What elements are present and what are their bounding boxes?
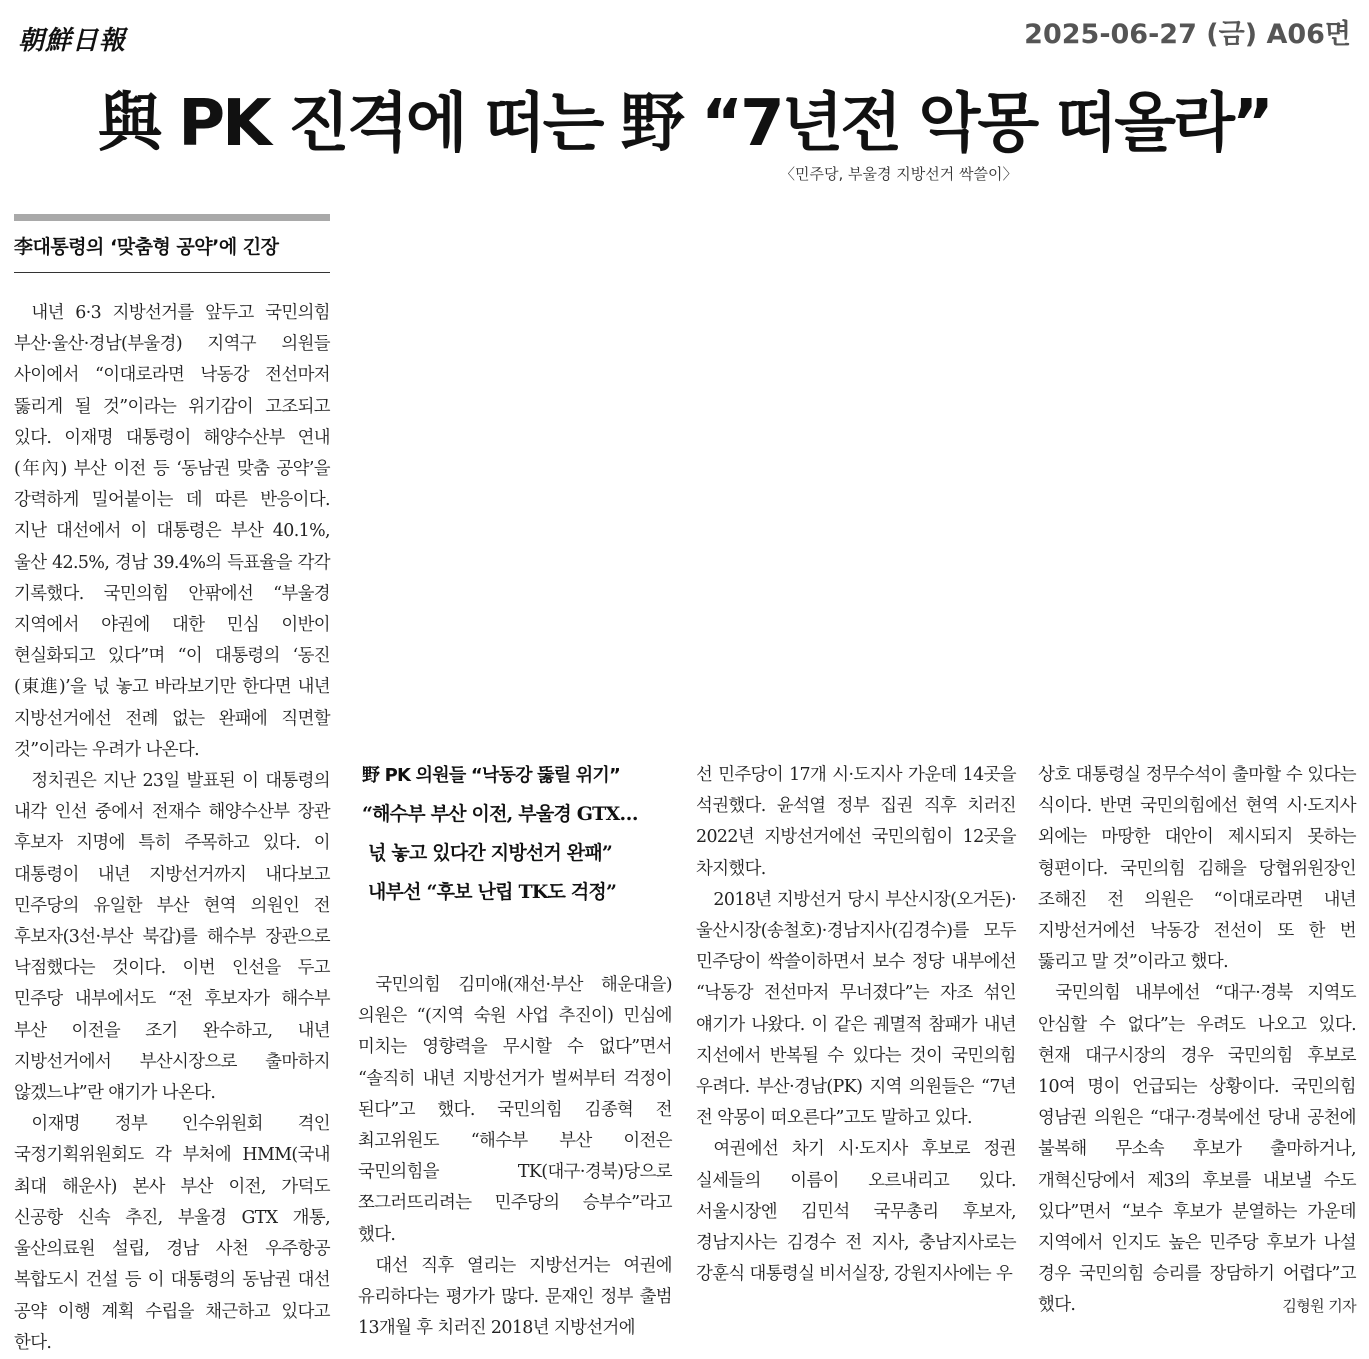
paragraph: 대선 직후 열리는 지방선거는 여권에 유리하다는 평가가 많다. 문재인 정부 출범 13개월 후 치러진 2018년 지방선거에 xyxy=(358,1255,672,1339)
article-column-1 xyxy=(14,298,330,1359)
subheadline-line: 넋 놓고 있다간 지방선거 완패” xyxy=(368,842,613,864)
subheadline: 〈민주당, 부울경 지방선거 싹쓸이〉 xyxy=(780,165,1018,183)
paragraph: 상호 대통령실 정무수석이 출마할 수 있다는 식이다. 반면 국민의힘에선 현역 시·도지사 외에는 마땅한 대안이 제시되지 못하는 형편이다. 국민의힘 김해을 당협위원장인 조해진 전 의원은 “이대로라면 내년 지방선거에선 낙동강 전선이 또 한 번 뚫리고 말 것”이라고 했다. xyxy=(1038,765,1356,973)
article-column-3 xyxy=(696,760,1016,1290)
paragraph: 내년 6·3 지방선거를 앞두고 국민의힘 부산·울산·경남(부울경) 지역구 의원들 사이에서 “이대로라면 낙동강 전선마저 뚫리게 될 것”이라는 위기감이 고조되고 있다. 이재명 대통령이 해양수산부 연내(年內) 부산 이전 등 ‘동남권 맞춤 공약’을 강력하게 밀어붙이는 데 따른 반응이다. 지난 대선에서 이 대통령은 부산 40.1%, 울산 42.5%, 경남 39.4%의 득표율을 각각 기록했다. 국민의힘 안팎에선 “부울경 지역에서 야권에 대한 민심 이반이 현실화되고 있다”며 “이 대통령의 ‘동진(東進)’을 넋 놓고 바라보기만 한다면 내년 지방선거에선 전례 없는 완패에 직면할 것”이라는 우려가 나온다. xyxy=(14,303,330,760)
section-rule xyxy=(14,214,330,221)
subheadline-block xyxy=(362,756,682,912)
paragraph: 선 민주당이 17개 시·도지사 가운데 14곳을 석권했다. 윤석열 정부 집권 직후 치러진 2022년 지방선거에선 국민의힘이 12곳을 차지했다. xyxy=(696,765,1016,879)
paragraph: 이재명 정부 인수위원회 격인 국정기획위원회도 각 부처에 HMM(국내 최대 해운사) 본사 부산 이전, 가덕도 신공항 신속 추진, 부울경 GTX 개통, 울산의료원 설립, 경남 사천 우주항공 복합도시 건설 등 이 대통령의 동남권 대선 공약 이행 계획 수립을 채근하고 있다고 한다. xyxy=(14,1114,330,1353)
paragraph: 2018년 지방선거 당시 부산시장(오거돈)·울산시장(송철호)·경남지사(김경수)를 모두 민주당이 싹쓸이하면서 보수 정당 내부에선 “낙동강 전선마저 무너졌다”는 자조 섞인 얘기가 나왔다. 이 같은 궤멸적 참패가 내년 지선에서 반복될 수 있다는 것이 국민의힘 우려다. 부산·경남(PK) 지역 의원들은 “7년 전 악몽이 떠오른다”고도 말하고 있다. xyxy=(696,889,1016,1129)
kicker-headline: 李대통령의 ‘맞춤형 공약’에 긴장 xyxy=(14,236,279,258)
subheadline-line: 내부선 “후보 난립 TK도 걱정” xyxy=(368,881,617,903)
byline: 김형원 기자 xyxy=(1282,1296,1356,1315)
article-column-2 xyxy=(358,970,672,1344)
paragraph: 국민의힘 내부에선 “대구·경북 지역도 안심할 수 없다”는 우려도 나오고 있다. 현재 대구시장의 경우 국민의힘 후보로 10여 명이 언급되는 상황이다. 국민의힘 영남권 의원은 “대구·경북에선 당내 공천에 불복해 무소속 후보가 출마하거나, 개혁신당에서 제3의 후보를 내보낼 수도 있다”면서 “보수 후보가 분열하는 가운데 지역에서 인지도 높은 민주당 후보가 나설 경우 국민의힘 승리를 장담하기 어렵다”고 했다. xyxy=(1038,983,1356,1316)
kicker-rule xyxy=(14,272,330,273)
newspaper-logo: 朝鮮日報 xyxy=(18,26,127,56)
headline: 與 PK 진격에 떠는 野 “7년전 악몽 떠올라” xyxy=(97,87,1271,161)
publication-date: 2025-06-27 (금) A06면 xyxy=(1024,19,1351,50)
article-column-4 xyxy=(1038,760,1356,1322)
subheadline-line: 野 PK 의원들 “낙동강 뚫릴 위기” xyxy=(362,765,621,786)
paragraph: 국민의힘 김미애(재선·부산 해운대을) 의원은 “(지역 숙원 사업 추진이) 민심에 미치는 영향력을 무시할 수 없다”면서 “솔직히 내년 지방선거가 벌써부터 걱정이 된다”고 했다. 국민의힘 김종혁 전 최고위원도 “해수부 부산 이전은 국민의힘을 TK(대구·경북)당으로 쪼그러뜨리려는 민주당의 승부수”라고 했다. xyxy=(358,975,672,1245)
paragraph: 정치권은 지난 23일 발표된 이 대통령의 내각 인선 중에서 전재수 해양수산부 장관 후보자 지명에 특히 주목하고 있다. 이 대통령이 내년 지방선거까지 내다보고 민주당의 유일한 부산 현역 의원인 전 후보자(3선·부산 북갑)를 해수부 장관으로 낙점했다는 것이다. 이번 인선을 두고 민주당 내부에서도 “전 후보자가 해수부 부산 이전을 조기 완수하고, 내년 지방선거에서 부산시장으로 출마하지 않겠느냐”란 얘기가 나온다. xyxy=(14,771,330,1104)
subheadline-line: “해수부 부산 이전, 부울경 GTX… xyxy=(362,803,638,825)
paragraph: 여권에선 차기 시·도지사 후보로 정권 실세들의 이름이 오르내리고 있다. 서울시장엔 김민석 국무총리 후보자, 경남지사는 김경수 전 지사, 충남지사로는 강훈식 대통령실 비서실장, 강원지사에는 우 xyxy=(696,1139,1016,1285)
